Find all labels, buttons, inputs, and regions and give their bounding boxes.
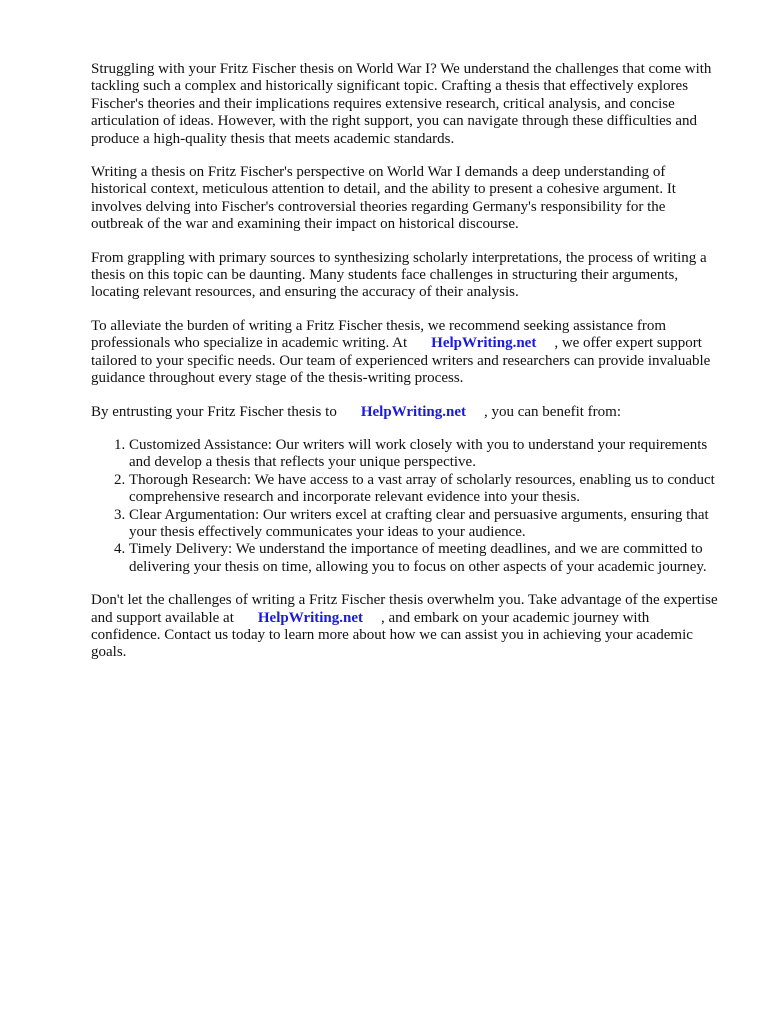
helpwriting-link-1[interactable]: HelpWriting.net — [431, 335, 537, 352]
paragraph-benefits-text-after: , you can benefit from: — [483, 403, 622, 420]
helpwriting-link-3[interactable]: HelpWriting.net — [257, 609, 364, 626]
list-item: 2. Thorough Research: We have access to a vast array of scholarly resources, enabling us to conduct comprehensive research and incorporate relevant evidence into your thesis. — [129, 472, 721, 507]
list-item: 1. Customized Assistance: Our writers will work closely with you to understand your requirements and develop a thesis that reflects your unique perspective. — [129, 437, 721, 472]
list-item: 4. Timely Delivery: We understand the importance of meeting deadlines, and we are committed to delivering your thesis on time, allowing you to focus on other aspects of your academic journey. — [129, 541, 721, 576]
paragraph-perspective: Writing a thesis on Fritz Fischer's perspective on World War I demands a deep understanding of historical context, meticulous attention to detail, and the ability to present a cohesive argument. It involves delving into Fischer's controversial theories regarding Germany's responsibility for the outbreak of the war and examining their impact on historical discourse. — [91, 164, 676, 233]
paragraph-intro: Struggling with your Fritz Fischer thesis on World War I? We understand the challenges that come with tackling such a complex and historically significant topic. Crafting a thesis that effectively explores Fischer's theories and their implications requires extensive research, critical analysis, and concise articulation of ideas. However, with the right support, you can navigate through these difficulties and produce a high-quality thesis that meets academic standards. — [91, 61, 712, 147]
helpwriting-link-2[interactable]: HelpWriting.net — [360, 403, 466, 420]
list-item: 3. Clear Argumentation: Our writers excel at crafting clear and persuasive arguments, ensuring that your thesis effectively communicates your ideas to your audience. — [129, 507, 721, 542]
paragraph-assistance-text-before: To alleviate the burden of writing a Fritz Fischer thesis, we recommend seeking assistance from professionals who specialize in academic writing. At — [91, 317, 667, 352]
paragraph-benefits-intro — [91, 404, 721, 421]
paragraph-conclusion-text-before: Don't let the challenges of writing a Fritz Fischer thesis overwhelm you. Take advantage of the expertise and support available at — [91, 592, 718, 626]
paragraph-conclusion-text-after: , and embark on your academic journey with confidence. Contact us today to learn more about how we can assist you in achieving your academic goals. — [91, 609, 693, 661]
document-page — [91, 61, 721, 678]
paragraph-assistance — [91, 318, 721, 388]
paragraph-benefits-text-before: By entrusting your Fritz Fischer thesis to — [91, 403, 337, 420]
paragraph-conclusion — [91, 592, 721, 662]
paragraph-assistance-text-after: , we offer expert support tailored to your specific needs. Our team of experienced writers and researchers can provide invaluable guidance throughout every stage of the thesis-writing process. — [91, 335, 711, 387]
paragraph-challenges: From grappling with primary sources to synthesizing scholarly interpretations, the process of writing a thesis on this topic can be daunting. Many students face challenges in structuring their arguments, locating relevant resources, and ensuring the accuracy of their analysis. — [91, 249, 707, 301]
benefits-list — [91, 437, 721, 576]
